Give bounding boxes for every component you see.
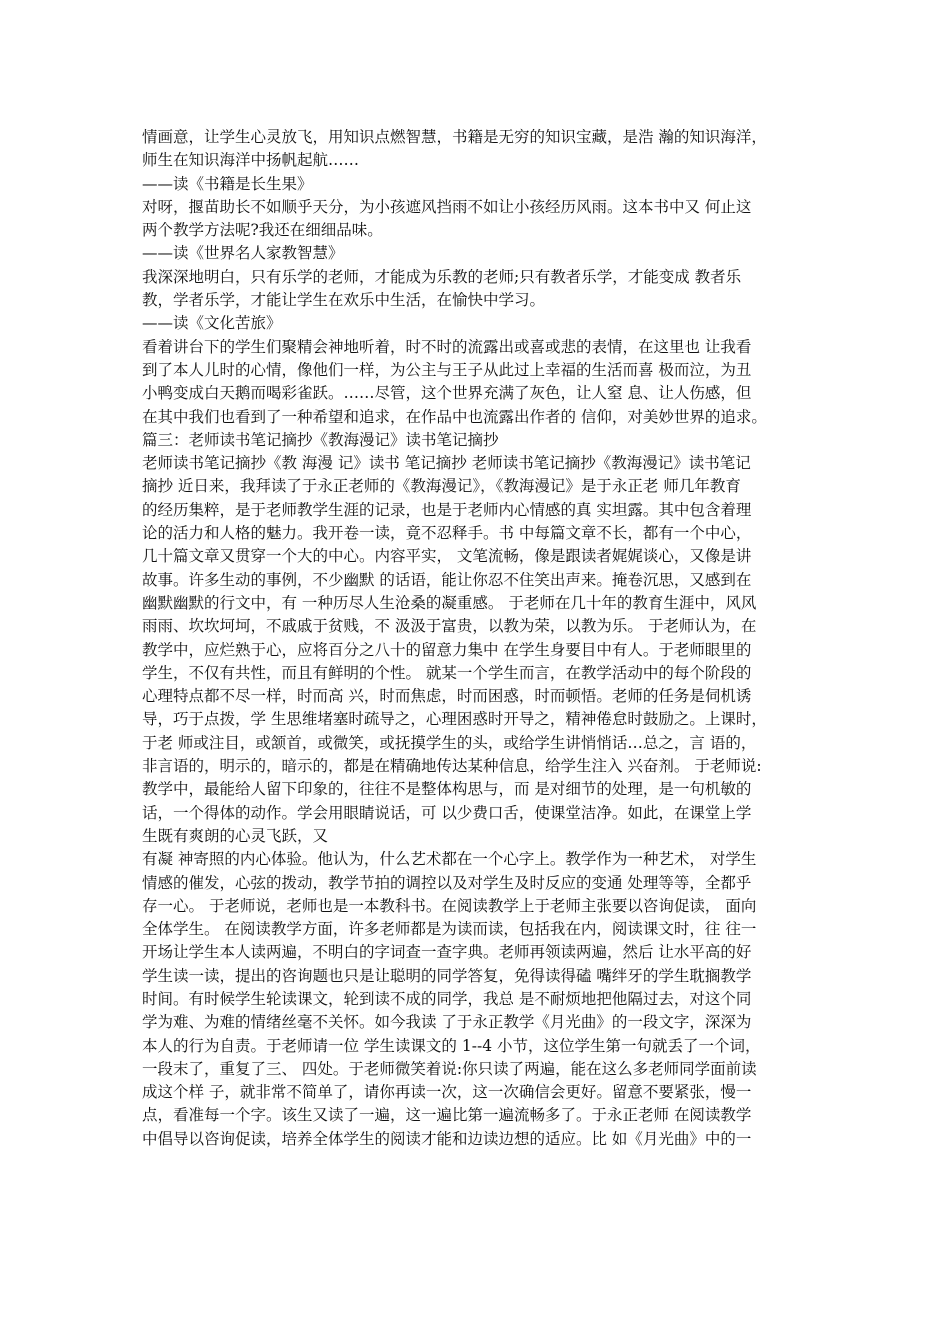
text-line: 教学中，应烂熟于心，应将百分之八十的留意力集中 在学生身要目中有人。于老师眼里的: [142, 640, 752, 659]
text-line: 老师读书笔记摘抄《教 海漫 记》读书 笔记摘抄 老师读书笔记摘抄《教海漫记》读书笔记: [142, 454, 751, 473]
text-line: 成这个样 子，就非常不简单了，请你再读一次，这一次确信会更好。留意不要紧张，慢一: [142, 1083, 752, 1102]
text-line: 雨雨、坎坎坷坷，不戚戚于贫贱，不 汲汲于富贵，以教为荣，以教为乐。 于老师认为，在: [142, 617, 757, 636]
text-line: 的经历集粹，是于老师教学生涯的记录，也是于老师内心情感的真 实坦露。其中包含着理: [142, 500, 752, 519]
text-line: 故事。许多生动的事例，不少幽默 的话语，能让你忍不住笑出声来。掩卷沉思，又感到在: [142, 570, 752, 589]
text-line: 学为难、为难的情绪丝毫不关怀。如今我读 了于永正教学《月光曲》的一段文字，深深为: [142, 1013, 752, 1032]
text-line: 点，看准每一个字。该生又读了一遍，这一遍比第一遍流畅多了。于永正老师 在阅读教学: [142, 1106, 752, 1125]
text-line: 幽默幽默的行文中，有 一种历尽人生沧桑的凝重感。 于老师在几十年的教育生涯中，风风: [142, 593, 757, 612]
text-line: 话，一个得体的动作。学会用眼睛说话，可 以少费口舌，使课堂洁净。如此，在课堂上学: [142, 803, 752, 822]
text-line: 学生读一读，提出的咨询题也只是让聪明的同学答复，免得读得磕 嘴绊牙的学生耽搁教学: [142, 966, 752, 985]
text-line: 师生在知识海洋中扬帆起航……: [142, 151, 360, 170]
text-line: 小鸭变成白天鹅而喝彩雀跃。……尽管，这个世界充满了灰色，让人窒 息、让人伤感，但: [142, 384, 752, 403]
text-line: 几十篇文章又贯穿一个大的中心。内容平实， 文笔流畅，像是跟读者娓娓谈心，又像是讲: [142, 547, 752, 566]
text-line: 全体学生。 在阅读教学方面，许多老师都是为读而读，包括我在内，阅读课文时，往 往一: [142, 920, 757, 939]
text-line: 我深深地明白，只有乐学的老师，才能成为乐教的老师;只有教者乐学，才能变成 教者乐: [142, 267, 742, 286]
text-line: 一段末了，重复了三、 四处。于老师微笑着说:你只读了两遍，能在这么多老师同学面前读: [142, 1059, 757, 1078]
text-line: 两个教学方法呢?我还在细细品味。: [142, 221, 383, 240]
text-line: 有凝 神寄照的内心体验。他认为，什么艺术都在一个心字上。教学作为一种艺术， 对学生: [142, 850, 757, 869]
text-line: ——读《世界名人家教智慧》: [142, 244, 344, 263]
text-line: 中倡导以咨询促读，培养全体学生的阅读才能和边读边想的适应。比 如《月光曲》中的一: [142, 1129, 752, 1148]
text-line: 在其中我们也看到了一种希望和追求，在作品中也流露出作者的 信仰，对美妙世界的追求。: [142, 407, 767, 426]
text-line: 看着讲台下的学生们聚精会神地听着，时不时的流露出或喜或悲的表情，在这里也 让我看: [142, 337, 752, 356]
text-line: 于老 师或注目，或颔首，或微笑，或抚摸学生的头，或给学生讲悄悄话…总之，言 语的，: [142, 733, 757, 752]
text-line: 非言语的，明示的，暗示的，都是在精确地传达某种信息，给学生注入 兴奋剂。 于老师说:: [142, 757, 762, 776]
document-page: [142, 126, 814, 1151]
text-line: 情感的催发，心弦的拨动，教学节拍的调控以及对学生及时反应的变通 处理等等，全都乎: [142, 873, 752, 892]
text-line: 时间。有时候学生轮读课文，轮到读不成的同学，我总 是不耐烦地把他隔过去，对这个同: [142, 989, 752, 1008]
text-line: 存一心。 于老师说，老师也是一本教科书。在阅读教学上于老师主张要以咨询促读， 面向: [142, 896, 757, 915]
text-line: 学生，不仅有共性，而且有鲜明的个性。 就某一个学生而言，在教学活动中的每个阶段的: [142, 663, 752, 682]
text-line: 对呀，揠苗助长不如顺乎天分，为小孩遮风挡雨不如让小孩经历风雨。这本书中又 何止这: [142, 197, 752, 216]
text-line: ——读《文化苦旅》: [142, 314, 282, 333]
text-line: ——读《书籍是长生果》: [142, 174, 313, 193]
text-line: 篇三：老师读书笔记摘抄《教海漫记》读书笔记摘抄: [142, 430, 499, 449]
text-line: 心理特点都不尽一样，时而高 兴，时而焦虑，时而困惑，时而顿悟。老师的任务是伺机诱: [142, 687, 752, 706]
text-line: 教，学者乐学，才能让学生在欢乐中生活，在愉快中学习。: [142, 291, 546, 310]
text-line: 教学中，最能给人留下印象的，往往不是整体构思与，而 是对细节的处理，是一句机敏的: [142, 780, 752, 799]
text-line: 本人的行为自责。于老师请一位 学生读课文的 1--4 小节，这位学生第一句就丢了一个词，: [142, 1036, 761, 1055]
text-line: 情画意，让学生心灵放飞，用知识点燃智慧，书籍是无穷的知识宝藏，是浩 瀚的知识海洋，: [142, 128, 767, 146]
text-line: 开场让学生本人读两遍，不明白的字词查一查字典。老师再领读两遍，然后 让水平高的好: [142, 943, 752, 962]
text-line: 摘抄 近日来，我拜读了于永正老师的《教海漫记》，《教海漫记》是于永正老 师几年教育: [142, 477, 741, 496]
text-line: 论的活力和人格的魅力。我开卷一读，竟不忍释手。书 中每篇文章不长，都有一个中心，: [142, 524, 752, 543]
text-line: 导，巧于点拨，学 生思维堵塞时疏导之，心理困惑时开导之，精神倦怠时鼓励之。上课时，: [142, 710, 767, 729]
text-line: 生既有爽朗的心灵飞跃，又: [142, 826, 329, 845]
text-line: 到了本人儿时的心情，像他们一样，为公主与王子从此过上幸福的生活而喜 极而泣，为丑: [142, 360, 752, 379]
